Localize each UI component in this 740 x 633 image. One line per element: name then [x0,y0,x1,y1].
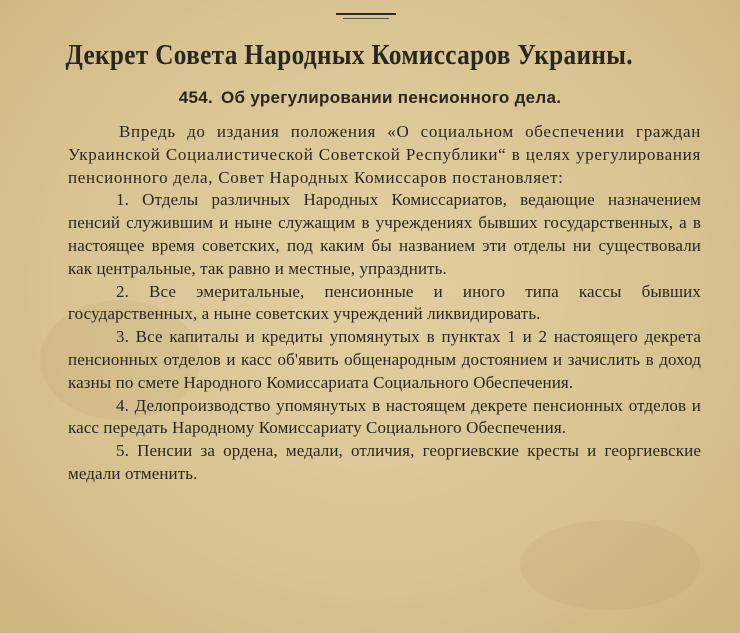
preamble-paragraph: Впредь до издания положения «О социальном обеспечении граждан Украинской Социалистической Советской Республики“ в целях урегулирования пенсионного дела, Совет Народных Комиссаров постановляет: [68,122,701,187]
clause-paragraph: 1. Отделы различных Народных Комиссариатов, ведающие назначением пенсий служившим и ныне служащим в учреждениях бывших государственных, а в настоящее время советских, под каким бы названием эти отделы ни существовали как центральные, так равно и местные, упразднить. [68,190,701,278]
decree-subtitle: Об урегулировании пенсионного дела. [220,88,562,107]
clause-paragraph: 5. Пенсии за ордена, медали, отличия, георгиевские кресты и георгиевские медали отменить. [68,441,701,483]
document-body [68,121,701,486]
document-title: Декрет Совета Народных Комиссаров Украины. [65,40,633,71]
decree-heading [0,88,740,108]
header-rule-thin [343,18,389,19]
paper-stain [520,520,700,610]
clause-paragraph: 3. Все капиталы и кредиты упомянутых в пунктах 1 и 2 настоящего декрета пенсионных отделов и касс об'явить общенародным достоянием и зачислить в доход казны по смете Народного Комиссариата Социального Обеспечения. [68,327,701,392]
clause-paragraph: 2. Все эмеритальные, пенсионные и иного типа кассы бывших государственных, а ныне советских учреждений ликвидировать. [68,281,701,324]
decree-number: 454. [178,88,213,107]
header-rule [336,13,396,15]
clause-paragraph: 4. Делопроизводство упомянутых в настоящем декрете пенсионных отделов и касс передать Народному Комиссариату Социального Обеспечения. [68,395,701,438]
